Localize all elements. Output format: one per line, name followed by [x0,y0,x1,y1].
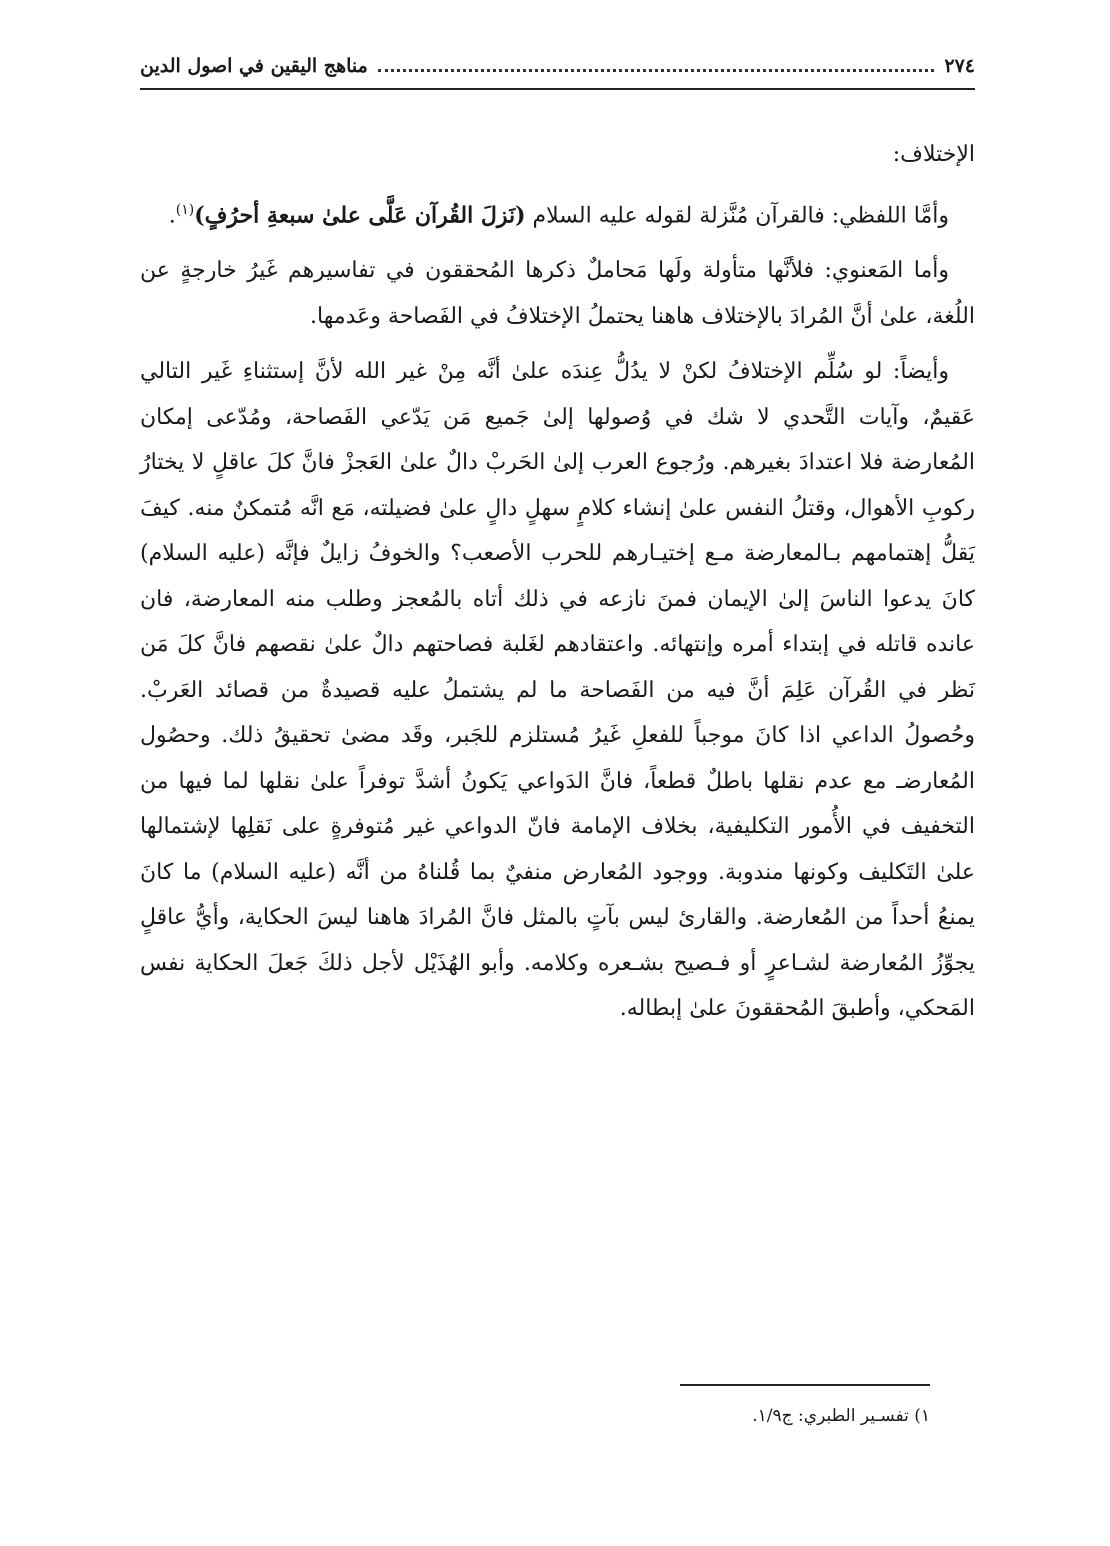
footnote-rule [680,1384,930,1386]
body-text [140,132,975,1042]
header-rule [140,88,975,90]
paragraph-lafzi-end: . [168,202,176,228]
running-header [140,46,975,86]
paragraph-lafzi-text: وأمَّا اللفظي: فالقرآن مُنَّزلة لقوله عليه السلام [525,202,949,228]
paragraph-heading-tail: الإختلاف: [892,142,975,167]
dotted-leader [378,68,935,72]
paragraph-lafzi [140,188,975,239]
page-number: ٢٧٤ [944,55,975,77]
paragraph-aydan: وأيضاً: لو سُلِّم الإختلافُ لكنْ لا يدُلُّ عِندَه علىٰ أنَّه مِنْ غير الله لأنَّ إستثناءِ غَير التالي عَقيمٌ، وآيات التَّحدي لا شك في وُصولها إلىٰ جَميع مَن يَدّعي الفَصاحة، ومُدّعى إمكان المُعارضة فلا اعتدادَ بغيرهم. ورُجوع العرب إلىٰ الحَربْ دالٌ علىٰ العَجزْ فانَّ كلَ عاقلٍ لا يختارُ ركوبِ الأهوال، وقتلُ النفس علىٰ إنشاء كلامٍ سهلٍ دالٍ علىٰ فضيلته، مَع انَّه مُتمكنٌ منه. كيفَ يَقلُّ إهتمامهم بـالمعارضة مـع إختيـارهم للحرب الأصعب؟ والخوفُ زايلٌ فإنَّه (عليه السلام) كانَ يدعوا الناسَ إلىٰ الإيمان فمنَ نازعه في ذلك أتاه بالمُعجز وطلب منه المعارضة، فان عانده قاتله في إبتداء أمره وإنتهائه. واعتقادهم لغَلبة فصاحتهم دالٌ علىٰ نقصهم فانَّ كلَ مَن نَظر في القُرآن عَلِمَ أنَّ فيه من الفَصاحة ما لم يشتملُ عليه قصيدةٌ من قصائد العَربْ. وحُصولُ الداعي اذا كانَ موجباً للفعلِ غَيرُ مُستلزم للجَبر، وقَد مضىٰ تحقيقُ ذلك. وحصُول المُعارضـ مع عدم نقلها باطلٌ قطعاً، فانَّ الدَواعي يَكونُ أشدَّ توفراً علىٰ نقلها لما فيها من التخفيف في الأُمور التكليفية، بخلاف الإمامة فانّ الدواعي غير مُتوفرةٍ على نَقلِها لإشتمالها علىٰ التَكليف وكونها مندوبة. ووجود المُعارض منفيٌ بما قُلناهُ من أنَّه (عليه السلام) ما كانَ يمنعُ أحداً من المُعارضة. والقارئ ليس بآتٍ بالمثل فانَّ المُرادَ هاهنا ليسَ الحكاية، وأيُّ عاقلٍ يجوِّزُ المُعارضة لشـاعرٍ أو فـصيح بشـعره وكلامه. وأبو الهُذَيْل لأجل ذلكَ جَعلَ الحكاية نفس المَحكي، وأطبقَ المُحققونَ علىٰ إبطاله. [140,359,975,1022]
hadith-quote: (نَزلَ القُرآن عَلَّى علىٰ سبعةِ أحرُفٍ) [194,201,526,228]
footnote: ١) تفسـير الطبري: ج١/٩. [752,1406,930,1426]
paragraph-manawi: وأما المَعنوي: فلأنَّها متأولة ولَها مَحاملٌ ذكرها المُحققون في تفاسيرهم غَيرُ خارجةٍ عن اللُغة، علىٰ أنَّ المُرادَ بالإختلاف هاهنا يحتملُ الإختلافُ في الفَصاحة وعَدمها. [140,258,975,329]
footnote-marker[interactable]: (١) [175,201,195,218]
book-title: مناهج اليقين في اصول الدين [140,55,368,77]
